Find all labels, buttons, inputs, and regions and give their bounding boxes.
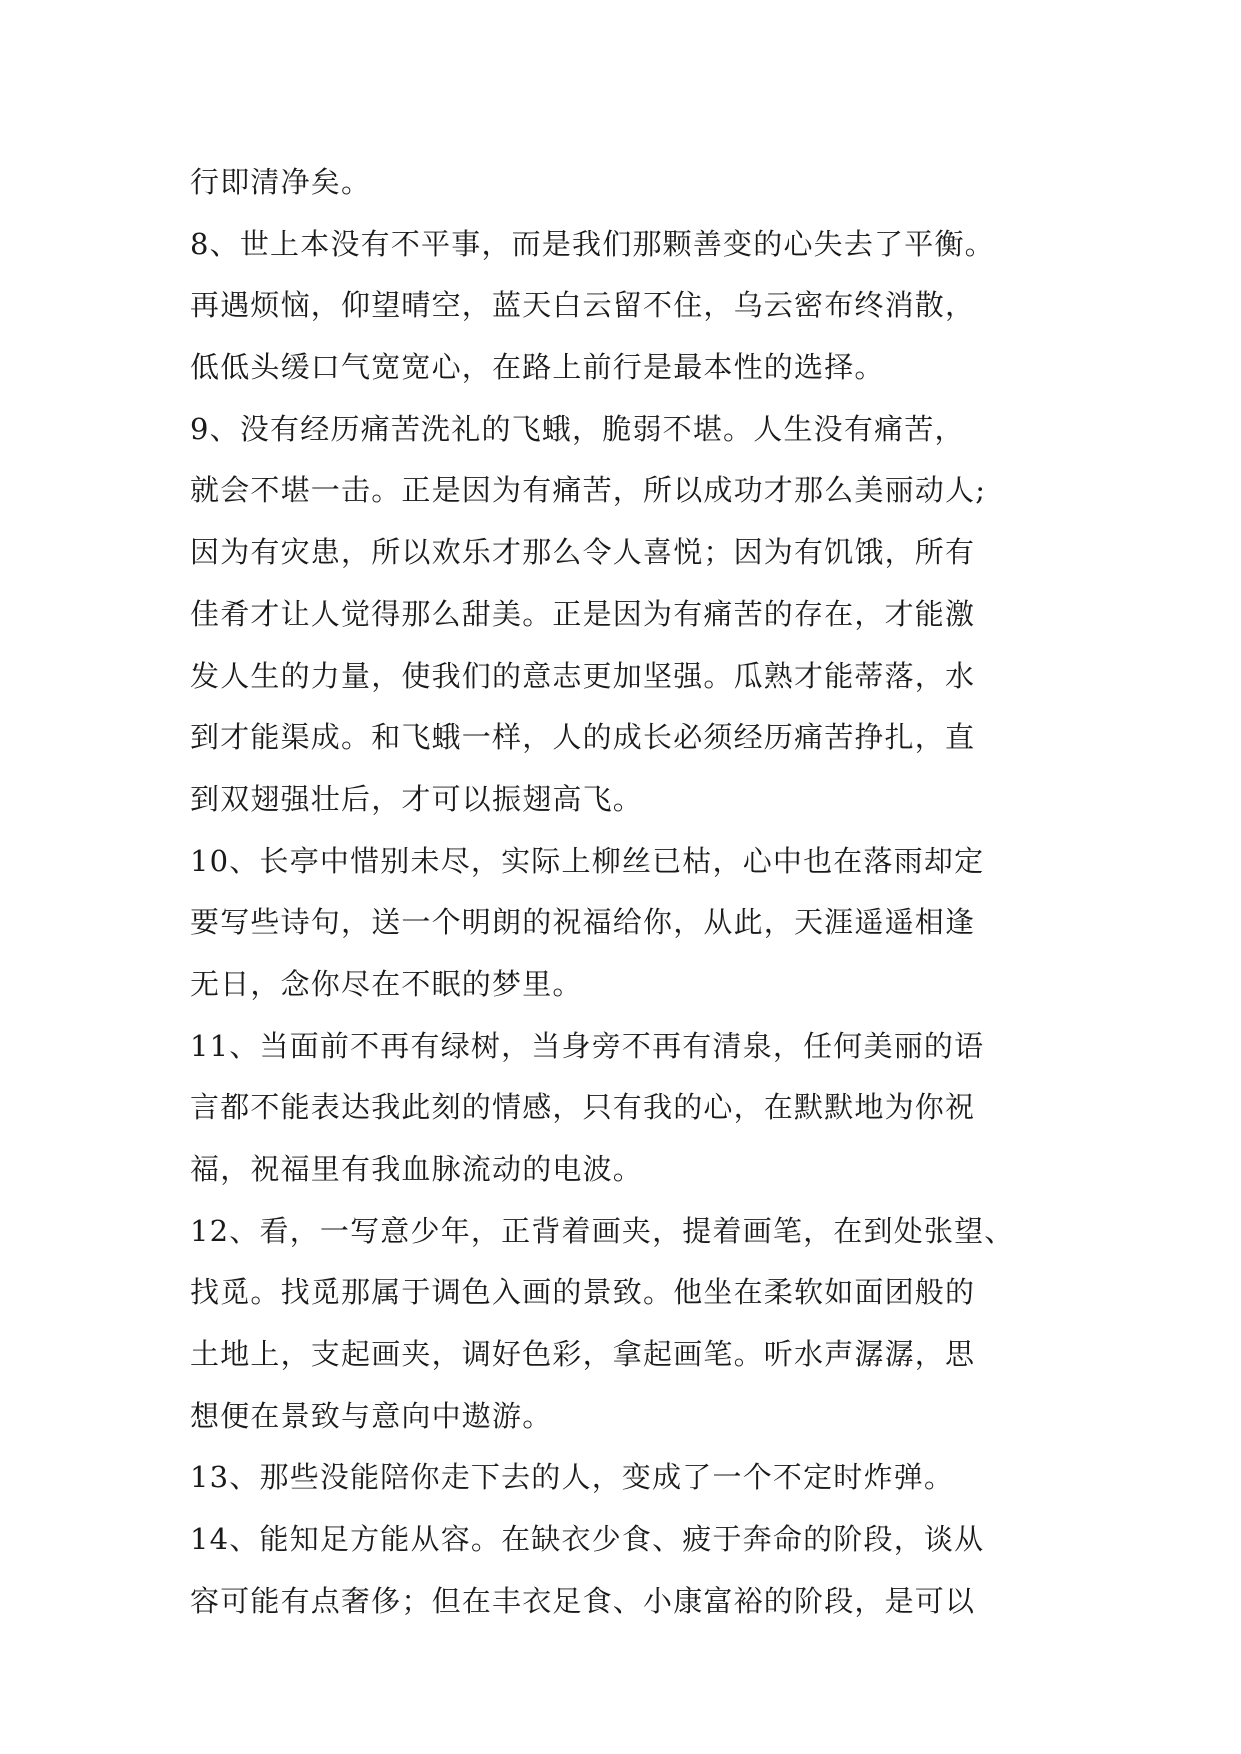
text-line: 到才能渠成。和飞蛾一样，人的成长必须经历痛苦挣扎，直: [190, 720, 976, 755]
text-line: 到双翅强壮后，才可以振翅高飞。: [190, 781, 644, 816]
text-line: 8、世上本没有不平事，而是我们那颗善变的心失去了平衡。: [190, 226, 995, 261]
text-line: 10、长亭中惜别未尽，实际上柳丝已枯，心中也在落雨却定: [190, 843, 985, 878]
text-line: 9、没有经历痛苦洗礼的飞蛾，脆弱不堪。人生没有痛苦，: [190, 411, 965, 446]
text-line: 无日，念你尽在不眠的梦里。: [190, 966, 583, 1001]
text-line: 低低头缓口气宽宽心，在路上前行是最本性的选择。: [190, 350, 885, 385]
text-line: 行即清净矣。: [190, 165, 372, 199]
text-line: 再遇烦恼，仰望晴空，蓝天白云留不住，乌云密布终消散，: [190, 288, 976, 323]
text-line: 言都不能表达我此刻的情感，只有我的心，在默默地为你祝: [190, 1090, 976, 1125]
text-line: 容可能有点奢侈；但在丰衣足食、小康富裕的阶段，是可以: [190, 1583, 976, 1618]
body-text: [190, 152, 1090, 1633]
text-line: 福，祝福里有我血脉流动的电波。: [190, 1152, 644, 1186]
text-line: 找觅。找觅那属于调色入画的景致。他坐在柔软如面团般的: [190, 1275, 976, 1310]
text-line: 佳肴才让人觉得那么甜美。正是因为有痛苦的存在，才能激: [190, 596, 976, 631]
text-line: 想便在景致与意向中遨游。: [190, 1398, 553, 1433]
text-line: 13、那些没能陪你走下去的人，变成了一个不定时炸弹。: [190, 1460, 955, 1495]
text-line: 12、看，一写意少年，正背着画夹，提着画笔，在到处张望、: [190, 1213, 1015, 1248]
text-line: 就会不堪一击。正是因为有痛苦，所以成功才那么美丽动人;: [190, 473, 987, 508]
text-line: 14、能知足方能从容。在缺衣少食、疲于奔命的阶段，谈从: [190, 1522, 985, 1557]
text-line: 11、当面前不再有绿树，当身旁不再有清泉，任何美丽的语: [190, 1028, 985, 1063]
text-line: 因为有灾患，所以欢乐才那么令人喜悦；因为有饥饿，所有: [190, 535, 976, 570]
text-line: 发人生的力量，使我们的意志更加坚强。瓜熟才能蒂落，水: [190, 658, 976, 693]
text-line: 土地上，支起画夹，调好色彩，拿起画笔。听水声潺潺，思: [190, 1337, 976, 1372]
text-line: 要写些诗句，送一个明朗的祝福给你，从此，天涯遥遥相逢: [190, 905, 976, 940]
